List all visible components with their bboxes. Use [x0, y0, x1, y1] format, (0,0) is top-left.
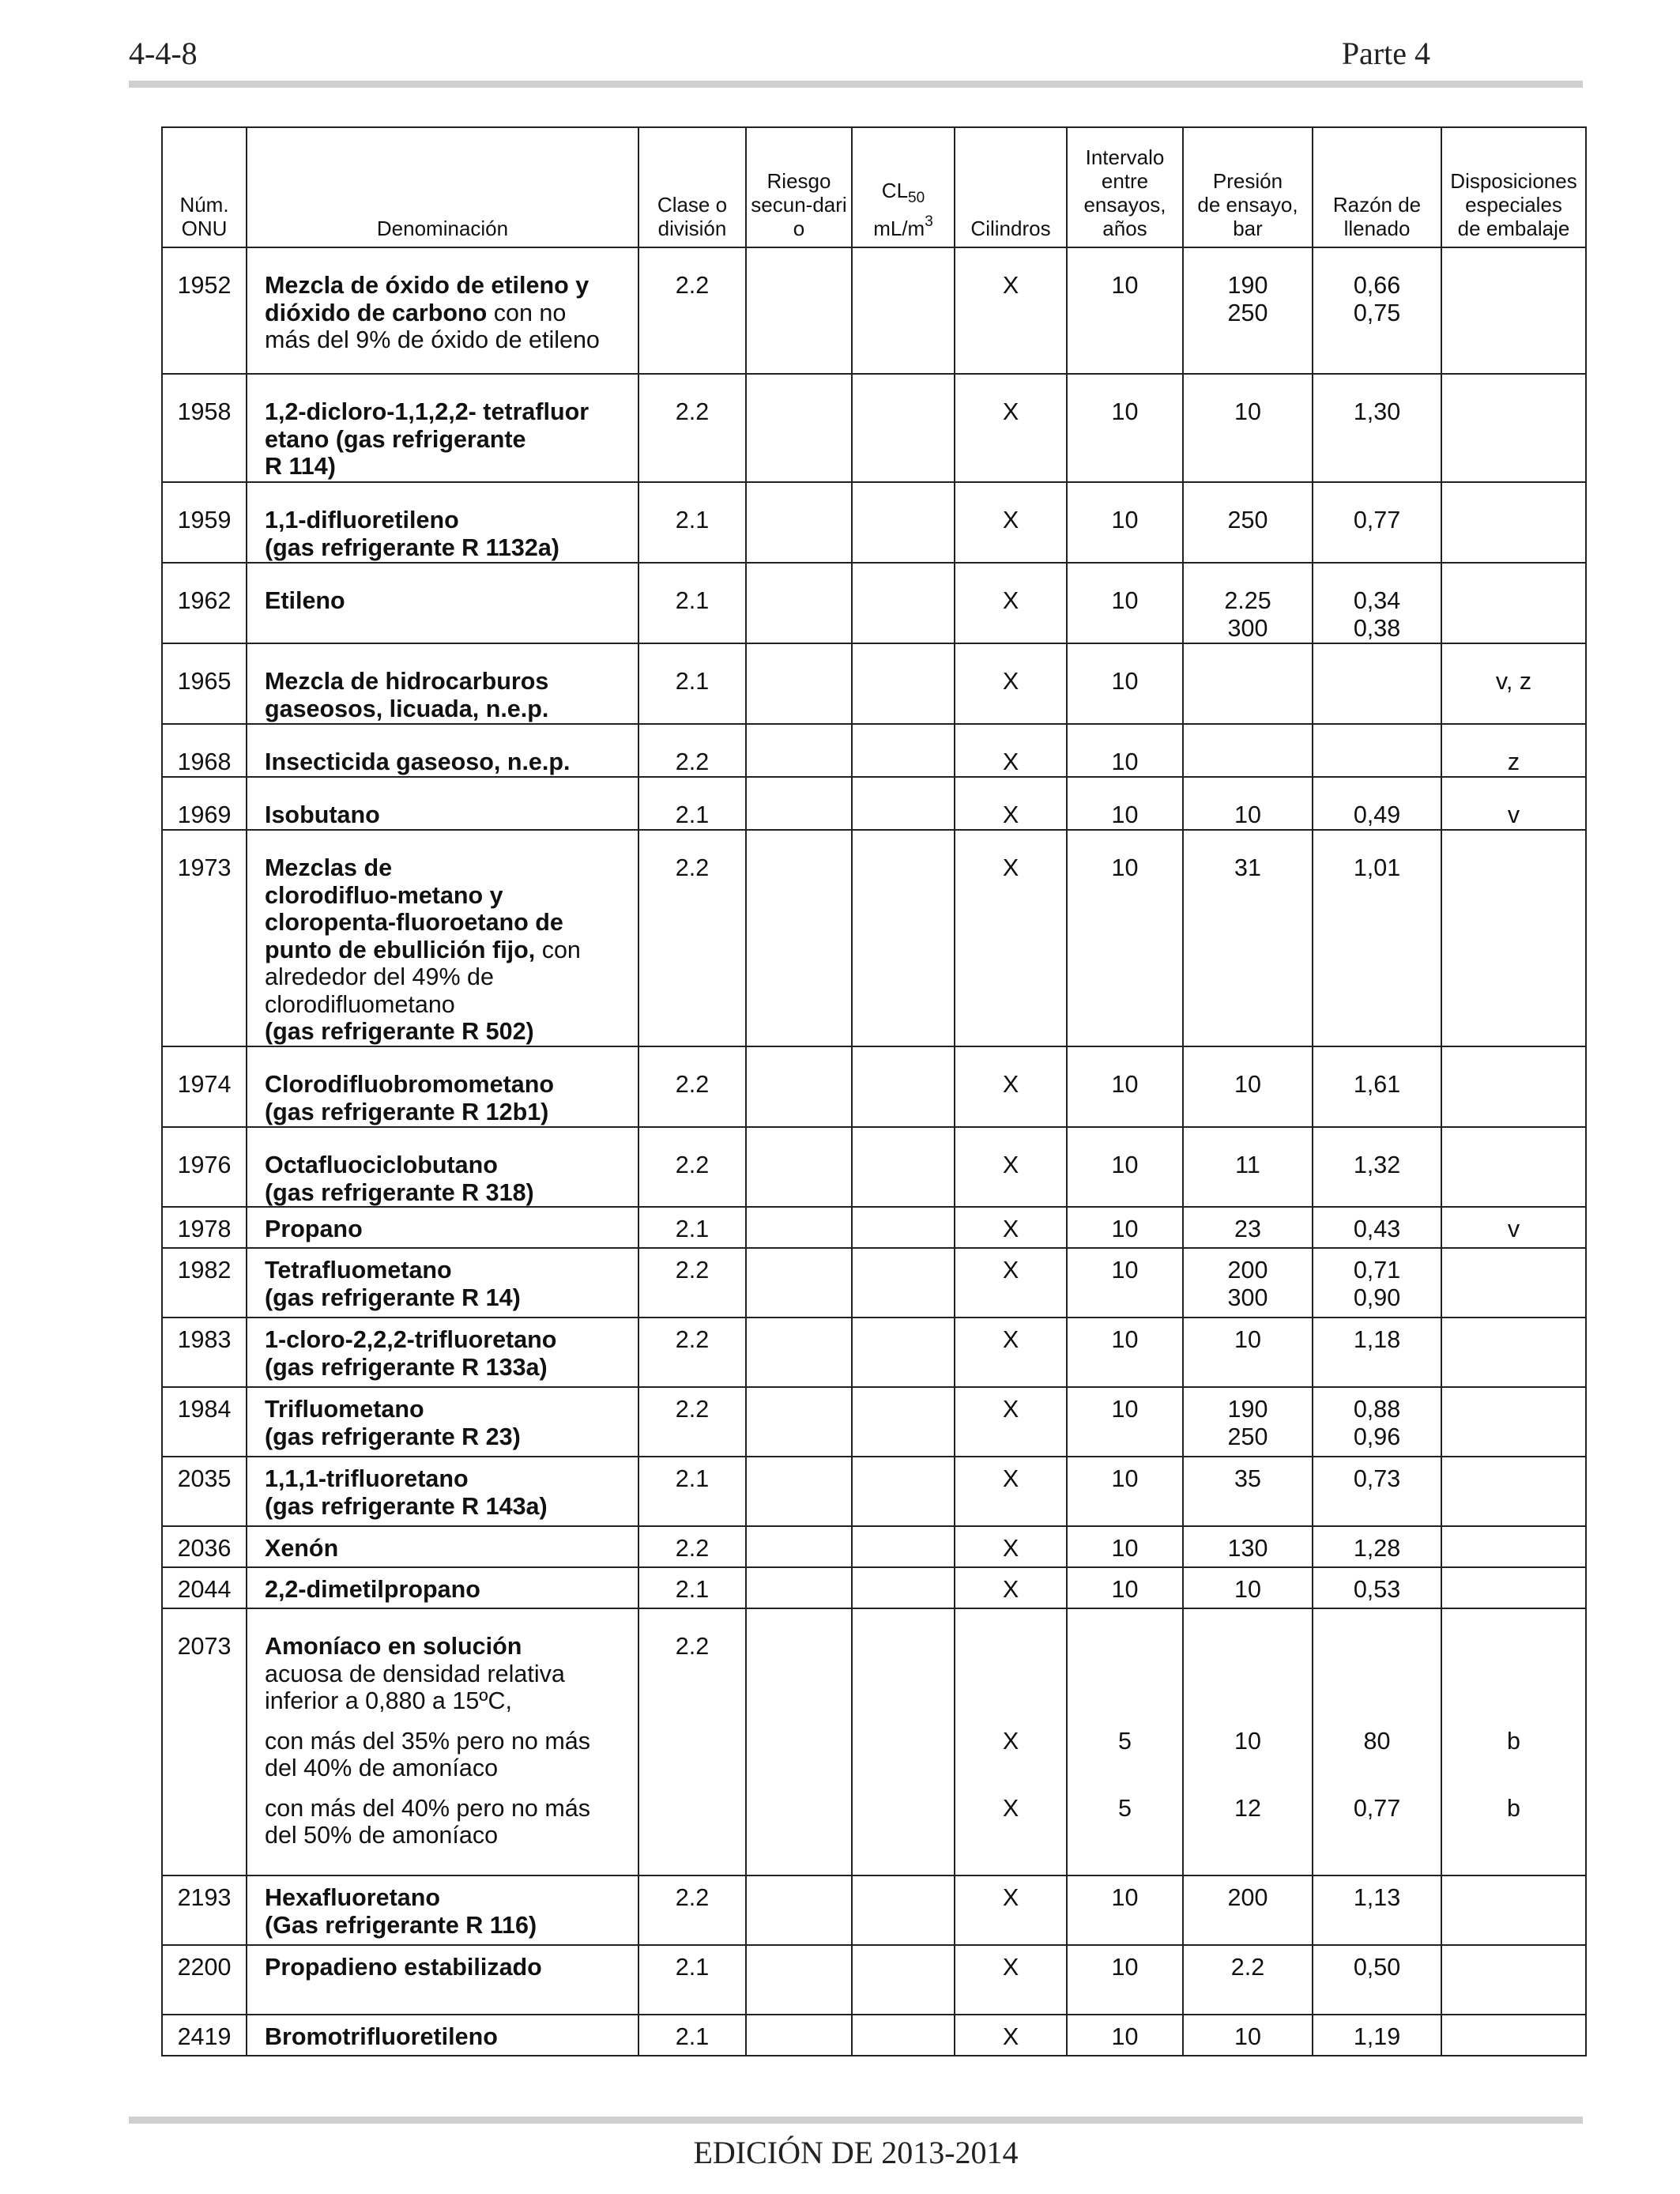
razon: 1,30 [1313, 374, 1441, 482]
intervalo: 10 [1067, 1526, 1183, 1567]
riesgo [746, 1526, 852, 1567]
table-row [162, 643, 1586, 724]
un-number: 1959 [162, 482, 247, 563]
riesgo [746, 482, 852, 563]
cilindros: X [955, 724, 1067, 777]
table-row [162, 1046, 1586, 1127]
cilindros: X [955, 1567, 1067, 1608]
denominacion: 2,2-dimetilpropano [247, 1567, 638, 1608]
clase: 2.1 [638, 1457, 746, 1526]
presion [1183, 643, 1313, 724]
header-clase: Clase o división [638, 127, 746, 247]
intervalo: 10 [1067, 374, 1183, 482]
cilindros: X [955, 1318, 1067, 1387]
riesgo [746, 1608, 852, 1875]
denominacion: Isobutano [247, 777, 638, 830]
denominacion: Mezcla de óxido de etileno y dióxido de carbono con no más del 9% de óxido de etileno [247, 247, 638, 374]
intervalo: 10 [1067, 724, 1183, 777]
denominacion: Tetrafluometano (gas refrigerante R 14) [247, 1248, 638, 1318]
presion: 10 [1183, 374, 1313, 482]
razon: 0,66 0,75 [1313, 247, 1441, 374]
riesgo [746, 247, 852, 374]
razon: 0,50 [1313, 1945, 1441, 2015]
intervalo: 10 [1067, 1127, 1183, 1207]
disposiciones [1441, 1526, 1586, 1567]
un-number: 2044 [162, 1567, 247, 1608]
intervalo: 10 [1067, 563, 1183, 643]
table-row [162, 777, 1586, 830]
edition-footer: EDICIÓN DE 2013-2014 [693, 2135, 1019, 2170]
intervalo: 10 [1067, 1567, 1183, 1608]
riesgo [746, 1318, 852, 1387]
un-number: 1973 [162, 830, 247, 1046]
header-intervalo: Intervalo entre ensayos, años [1067, 127, 1183, 247]
header-rule [129, 81, 1583, 88]
denominacion: 1,1-difluoretileno (gas refrigerante R 1132a) [247, 482, 638, 563]
disposiciones [1441, 1387, 1586, 1457]
un-number: 1974 [162, 1046, 247, 1127]
denominacion: 1-cloro-2,2,2-trifluoretano (gas refrigerante R 133a) [247, 1318, 638, 1387]
un-number: 2035 [162, 1457, 247, 1526]
cilindros: X [955, 1945, 1067, 2015]
table-row [162, 830, 1586, 1046]
presion: 190 250 [1183, 247, 1313, 374]
un-number: 1983 [162, 1318, 247, 1387]
razon: 0,77 [1313, 482, 1441, 563]
intervalo: 5 5 [1067, 1608, 1183, 1875]
clase: 2.1 [638, 1945, 746, 2015]
clase: 2.1 [638, 777, 746, 830]
disposiciones [1441, 1457, 1586, 1526]
disposiciones: v, z [1441, 643, 1586, 724]
intervalo: 10 [1067, 1248, 1183, 1318]
denominacion: Mezclas de clorodifluo-metano y cloropenta-fluoroetano de punto de ebullición fijo, con alrededor del 49% de clorodifluometano (gas refrigerante R 502) [247, 830, 638, 1046]
disposiciones [1441, 482, 1586, 563]
un-number: 1976 [162, 1127, 247, 1207]
cl50 [852, 247, 955, 374]
intervalo: 10 [1067, 1457, 1183, 1526]
cl50 [852, 482, 955, 563]
table-row [162, 724, 1586, 777]
intervalo: 10 [1067, 830, 1183, 1046]
table-row [162, 1608, 1586, 1875]
riesgo [746, 1127, 852, 1207]
razon: 0,73 [1313, 1457, 1441, 1526]
un-number: 1965 [162, 643, 247, 724]
un-number: 1969 [162, 777, 247, 830]
disposiciones [1441, 563, 1586, 643]
table-row [162, 1875, 1586, 1945]
razon: 0,49 [1313, 777, 1441, 830]
intervalo: 10 [1067, 247, 1183, 374]
clase: 2.2 [638, 1875, 746, 1945]
presion: 11 [1183, 1127, 1313, 1207]
disposiciones: z [1441, 724, 1586, 777]
cl50 [852, 1127, 955, 1207]
riesgo [746, 830, 852, 1046]
riesgo [746, 777, 852, 830]
razon: 0,88 0,96 [1313, 1387, 1441, 1457]
presion: 200 [1183, 1875, 1313, 1945]
cl50 [852, 2015, 955, 2056]
intervalo: 10 [1067, 777, 1183, 830]
intervalo: 10 [1067, 2015, 1183, 2056]
disposiciones [1441, 830, 1586, 1046]
clase: 2.1 [638, 563, 746, 643]
un-number: 1984 [162, 1387, 247, 1457]
riesgo [746, 374, 852, 482]
riesgo [746, 2015, 852, 2056]
razon: 0,53 [1313, 1567, 1441, 1608]
cilindros: X [955, 482, 1067, 563]
header-num-onu: Núm. ONU [162, 127, 247, 247]
clase: 2.1 [638, 2015, 746, 2056]
cl50 [852, 777, 955, 830]
un-number: 1958 [162, 374, 247, 482]
table-row [162, 482, 1586, 563]
cl50 [852, 1046, 955, 1127]
denominacion: Xenón [247, 1526, 638, 1567]
cilindros: X [955, 2015, 1067, 2056]
cilindros: X [955, 1248, 1067, 1318]
cl50 [852, 643, 955, 724]
cilindros: X [955, 1526, 1067, 1567]
clase: 2.2 [638, 1318, 746, 1387]
part-label: Parte 4 [1341, 36, 1430, 71]
razon: 1,19 [1313, 2015, 1441, 2056]
denominacion: 1,2-dicloro-1,1,2,2- tetrafluor etano (gas refrigerante R 114) [247, 374, 638, 482]
cilindros: X [955, 247, 1067, 374]
denominacion: Mezcla de hidrocarburos gaseosos, licuada, n.e.p. [247, 643, 638, 724]
table-row [162, 1248, 1586, 1318]
un-number: 2036 [162, 1526, 247, 1567]
cl50 [852, 1387, 955, 1457]
clase: 2.2 [638, 1526, 746, 1567]
presion: 190 250 [1183, 1387, 1313, 1457]
disposiciones [1441, 1318, 1586, 1387]
table-row [162, 563, 1586, 643]
cl50 [852, 1608, 955, 1875]
clase: 2.2 [638, 374, 746, 482]
cilindros: X [955, 777, 1067, 830]
riesgo [746, 1875, 852, 1945]
header-razon: Razón de llenado [1313, 127, 1441, 247]
riesgo [746, 1457, 852, 1526]
cl50 [852, 563, 955, 643]
un-number: 1968 [162, 724, 247, 777]
header-cilindros: Cilindros [955, 127, 1067, 247]
table-row [162, 374, 1586, 482]
cl50 [852, 1875, 955, 1945]
denominacion: Propano [247, 1207, 638, 1248]
presion: 250 [1183, 482, 1313, 563]
table-row [162, 1387, 1586, 1457]
cl50 [852, 1945, 955, 2015]
clase: 2.2 [638, 724, 746, 777]
disposiciones [1441, 1945, 1586, 2015]
denominacion: Insecticida gaseoso, n.e.p. [247, 724, 638, 777]
cilindros: X [955, 563, 1067, 643]
riesgo [746, 1945, 852, 2015]
table-row [162, 1567, 1586, 1608]
un-number: 1978 [162, 1207, 247, 1248]
cl50 [852, 1526, 955, 1567]
un-number: 2419 [162, 2015, 247, 2056]
razon: 1,61 [1313, 1046, 1441, 1127]
razon: 1,01 [1313, 830, 1441, 1046]
cl50 [852, 1207, 955, 1248]
cl50 [852, 724, 955, 777]
riesgo [746, 724, 852, 777]
clase: 2.2 [638, 830, 746, 1046]
presion: 10 [1183, 1318, 1313, 1387]
table-row [162, 1945, 1586, 2015]
clase: 2.1 [638, 643, 746, 724]
razon: 0,71 0,90 [1313, 1248, 1441, 1318]
cilindros: X [955, 1387, 1067, 1457]
cilindros: X [955, 1207, 1067, 1248]
cl50 [852, 1318, 955, 1387]
cilindros: X X [955, 1608, 1067, 1875]
denominacion: 1,1,1-trifluoretano (gas refrigerante R 143a) [247, 1457, 638, 1526]
header-denominacion: Denominación [247, 127, 638, 247]
riesgo [746, 1567, 852, 1608]
denominacion: Clorodifluobromometano (gas refrigerante R 12b1) [247, 1046, 638, 1127]
cilindros: X [955, 1457, 1067, 1526]
disposiciones [1441, 1046, 1586, 1127]
header-disposiciones: Disposiciones especiales de embalaje [1441, 127, 1586, 247]
intervalo: 10 [1067, 482, 1183, 563]
riesgo [746, 563, 852, 643]
denominacion: Octafluociclobutano (gas refrigerante R 318) [247, 1127, 638, 1207]
cilindros: X [955, 1875, 1067, 1945]
dangerous-goods-table [161, 126, 1587, 2056]
denominacion: Propadieno estabilizado [247, 1945, 638, 2015]
un-number: 2200 [162, 1945, 247, 2015]
clase: 2.2 [638, 247, 746, 374]
clase: 2.2 [638, 1046, 746, 1127]
razon [1313, 643, 1441, 724]
intervalo: 10 [1067, 1207, 1183, 1248]
denominacion: Bromotrifluoretileno [247, 2015, 638, 2056]
riesgo [746, 1387, 852, 1457]
header-presion: Presión de ensayo, bar [1183, 127, 1313, 247]
un-number: 2193 [162, 1875, 247, 1945]
razon: 80 0,77 [1313, 1608, 1441, 1875]
cilindros: X [955, 643, 1067, 724]
clase: 2.2 [638, 1387, 746, 1457]
riesgo [746, 1046, 852, 1127]
table-row [162, 1526, 1586, 1567]
table-row [162, 1207, 1586, 1248]
presion: 10 [1183, 777, 1313, 830]
cl50 [852, 374, 955, 482]
intervalo: 10 [1067, 1318, 1183, 1387]
cl50 [852, 1567, 955, 1608]
disposiciones [1441, 1127, 1586, 1207]
cilindros: X [955, 374, 1067, 482]
riesgo [746, 643, 852, 724]
un-number: 1952 [162, 247, 247, 374]
cilindros: X [955, 830, 1067, 1046]
presion [1183, 724, 1313, 777]
table-row [162, 247, 1586, 374]
presion: 10 12 [1183, 1608, 1313, 1875]
intervalo: 10 [1067, 643, 1183, 724]
intervalo: 10 [1067, 1046, 1183, 1127]
intervalo: 10 [1067, 1945, 1183, 2015]
disposiciones [1441, 374, 1586, 482]
table-row [162, 1127, 1586, 1207]
razon: 1,28 [1313, 1526, 1441, 1567]
presion: 200 300 [1183, 1248, 1313, 1318]
riesgo [746, 1207, 852, 1248]
disposiciones [1441, 2015, 1586, 2056]
presion: 35 [1183, 1457, 1313, 1526]
denominacion: Hexafluoretano (Gas refrigerante R 116) [247, 1875, 638, 1945]
disposiciones: b b [1441, 1608, 1586, 1875]
denominacion: Amoníaco en solución acuosa de densidad relativa inferior a 0,880 a 15ºC, con más del 35% pero no más del 40% de amoníaco con más del 40% pero no más del 50% de amoníaco [247, 1608, 638, 1875]
disposiciones [1441, 1248, 1586, 1318]
razon: 1,13 [1313, 1875, 1441, 1945]
table-row [162, 2015, 1586, 2056]
disposiciones [1441, 1875, 1586, 1945]
table-header-row [162, 127, 1586, 247]
razon: 1,18 [1313, 1318, 1441, 1387]
presion: 10 [1183, 1567, 1313, 1608]
disposiciones: v [1441, 1207, 1586, 1248]
cl50 [852, 1248, 955, 1318]
clase: 2.1 [638, 1567, 746, 1608]
intervalo: 10 [1067, 1387, 1183, 1457]
presion: 31 [1183, 830, 1313, 1046]
disposiciones [1441, 247, 1586, 374]
cilindros: X [955, 1046, 1067, 1127]
un-number: 2073 [162, 1608, 247, 1875]
page-number: 4-4-8 [129, 36, 198, 71]
denominacion: Etileno [247, 563, 638, 643]
intervalo: 10 [1067, 1875, 1183, 1945]
razon [1313, 724, 1441, 777]
presion: 23 [1183, 1207, 1313, 1248]
clase: 2.2 [638, 1127, 746, 1207]
disposiciones [1441, 1567, 1586, 1608]
presion: 2.2 [1183, 1945, 1313, 2015]
clase: 2.2 [638, 1608, 746, 1875]
cl50 [852, 830, 955, 1046]
presion: 130 [1183, 1526, 1313, 1567]
cl50 [852, 1457, 955, 1526]
presion: 10 [1183, 2015, 1313, 2056]
clase: 2.1 [638, 482, 746, 563]
un-number: 1962 [162, 563, 247, 643]
table-row [162, 1318, 1586, 1387]
razon: 0,43 [1313, 1207, 1441, 1248]
header-cl50: $CL_{50}$ $mL/m^3$ [852, 127, 955, 247]
cilindros: X [955, 1127, 1067, 1207]
header-riesgo: Riesgo secun-dari o [746, 127, 852, 247]
razon: 0,34 0,38 [1313, 563, 1441, 643]
riesgo [746, 1248, 852, 1318]
clase: 2.2 [638, 1248, 746, 1318]
presion: 10 [1183, 1046, 1313, 1127]
denominacion: Trifluometano (gas refrigerante R 23) [247, 1387, 638, 1457]
clase: 2.1 [638, 1207, 746, 1248]
disposiciones: v [1441, 777, 1586, 830]
un-number: 1982 [162, 1248, 247, 1318]
razon: 1,32 [1313, 1127, 1441, 1207]
table-row [162, 1457, 1586, 1526]
presion: 2.25 300 [1183, 563, 1313, 643]
footer-rule [129, 2117, 1583, 2124]
